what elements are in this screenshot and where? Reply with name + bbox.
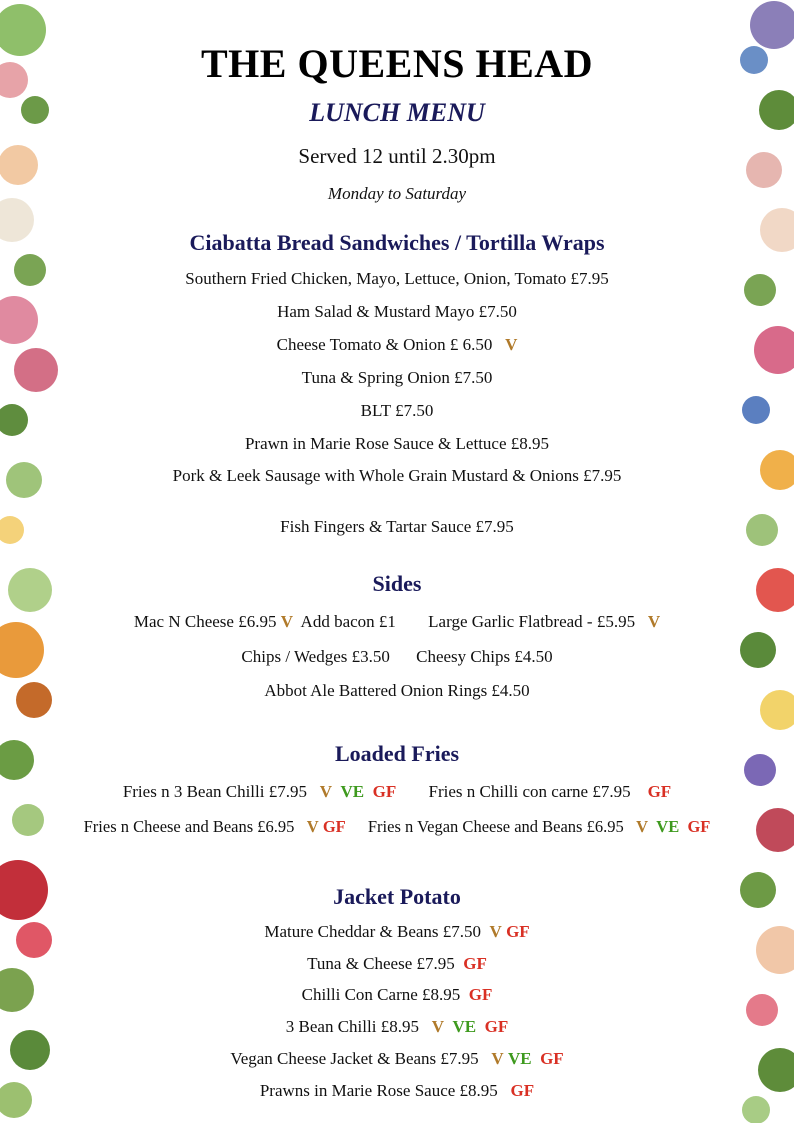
menu-title: LUNCH MENU: [309, 98, 485, 127]
section-title-sandwiches: Ciabatta Bread Sandwiches / Tortilla Wraps: [189, 230, 605, 255]
item-text: Vegan Cheese Jacket & Beans £7.95: [230, 1049, 479, 1068]
item-text: Fries n Chilli con carne £7.95: [428, 782, 631, 801]
vegetarian-tag: V: [636, 817, 649, 836]
menu-item: Abbot Ale Battered Onion Rings £4.50: [264, 681, 530, 700]
vegetarian-tag: V: [431, 1017, 444, 1036]
item-text: Cheese Tomato & Onion £ 6.50: [276, 335, 493, 354]
vegan-tag: VE: [507, 1049, 532, 1068]
menu-item: Pork & Leek Sausage with Whole Grain Mustard & Onions £7.95: [172, 466, 622, 485]
section-title-sides: Sides: [372, 571, 422, 596]
section-title-loaded-fries: Loaded Fries: [334, 741, 460, 766]
gluten-free-tag: GF: [510, 1081, 535, 1100]
menu-item: [60, 817, 734, 837]
gluten-free-tag: GF: [506, 922, 530, 941]
menu-item: [60, 922, 734, 942]
serving-days: Monday to Saturday: [327, 184, 467, 203]
vegan-tag: VE: [452, 1017, 477, 1036]
item-text: Large Garlic Flatbread - £5.95: [428, 612, 636, 631]
serving-hours: Served 12 until 2.30pm: [298, 144, 496, 168]
item-text: Chilli Con Carne £8.95: [301, 985, 461, 1004]
menu-item: [60, 985, 734, 1005]
floral-border-left: [0, 0, 60, 1123]
restaurant-name: THE QUEENS HEAD: [200, 41, 594, 86]
vegetarian-tag: V: [280, 612, 293, 631]
gluten-free-tag: GF: [484, 1017, 509, 1036]
gluten-free-tag: GF: [322, 817, 346, 836]
floral-border-right: [734, 0, 794, 1123]
menu-item: [60, 954, 734, 974]
vegetarian-tag: V: [319, 782, 333, 801]
item-text: Chips / Wedges £3.50: [241, 647, 390, 666]
menu-item: [60, 1049, 734, 1069]
menu-item: [60, 1081, 734, 1101]
item-text: Fries n Cheese and Beans £6.95: [83, 817, 295, 836]
gluten-free-tag: GF: [687, 817, 711, 836]
menu-item: [60, 647, 734, 667]
item-text: Fries n 3 Bean Chilli £7.95: [122, 782, 307, 801]
item-text: Fries n Vegan Cheese and Beans £6.95: [367, 817, 624, 836]
menu-item: Fish Fingers & Tartar Sauce £7.95: [280, 517, 514, 536]
gluten-free-tag: GF: [647, 782, 672, 801]
section-title-jacket-potato: Jacket Potato: [333, 884, 461, 909]
menu-item: [60, 335, 734, 355]
menu-item: [60, 612, 734, 632]
vegetarian-tag: V: [306, 817, 319, 836]
vegetarian-tag: V: [489, 922, 502, 941]
item-text: Mature Cheddar & Beans £7.50: [264, 922, 482, 941]
item-text: Add bacon £1: [300, 612, 396, 631]
item-text: Mac N Cheese £6.95: [133, 612, 277, 631]
menu-item: Prawn in Marie Rose Sauce & Lettuce £8.95: [244, 434, 550, 453]
gluten-free-tag: GF: [463, 954, 487, 973]
menu-item: Southern Fried Chicken, Mayo, Lettuce, Onion, Tomato £7.95: [185, 269, 609, 288]
vegan-tag: VE: [656, 817, 680, 836]
menu-item: Ham Salad & Mustard Mayo £7.50: [277, 302, 517, 321]
menu-item: [60, 1017, 734, 1037]
vegetarian-tag: V: [491, 1049, 504, 1068]
menu-item: BLT £7.50: [360, 401, 434, 420]
gluten-free-tag: GF: [372, 782, 397, 801]
vegan-tag: VE: [340, 782, 365, 801]
item-text: Tuna & Cheese £7.95: [307, 954, 455, 973]
vegetarian-tag: V: [647, 612, 661, 631]
item-text: 3 Bean Chilli £8.95: [285, 1017, 419, 1036]
item-text: Prawns in Marie Rose Sauce £8.95: [259, 1081, 498, 1100]
gluten-free-tag: GF: [468, 985, 493, 1004]
item-text: Cheesy Chips £4.50: [416, 647, 553, 666]
vegetarian-tag: V: [505, 335, 518, 354]
gluten-free-tag: GF: [540, 1049, 564, 1068]
menu-item: [60, 782, 734, 802]
menu-item: Tuna & Spring Onion £7.50: [301, 368, 493, 387]
